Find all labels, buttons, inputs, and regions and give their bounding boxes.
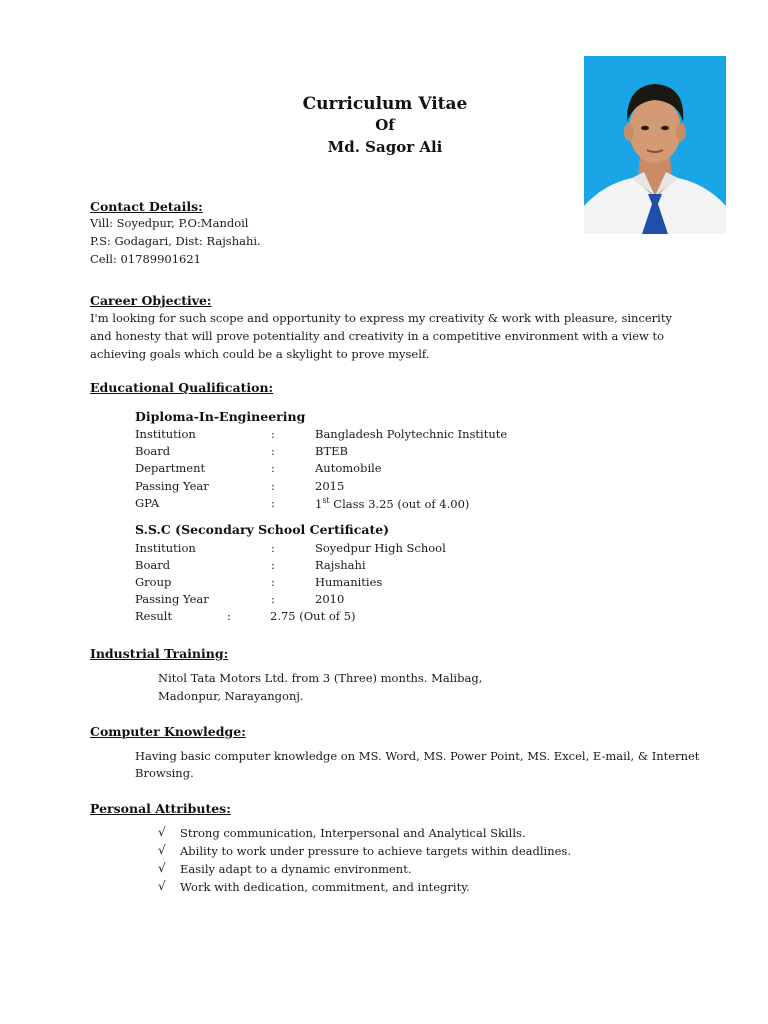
gpa-value: Class 3.25 (out of 4.00) <box>329 496 470 511</box>
ssc-row <box>135 575 655 592</box>
education-heading: Educational Qualification: <box>90 380 274 395</box>
row-separator: : <box>227 609 231 623</box>
row-label: Board <box>135 444 171 458</box>
row-label: Institution <box>135 427 196 441</box>
row-value: Automobile <box>315 461 382 475</box>
row-label: Group <box>135 575 172 589</box>
diploma-row <box>135 444 655 461</box>
diploma-title: Diploma-In-Engineering <box>135 409 306 424</box>
row-separator: : <box>271 479 275 493</box>
row-label: Result <box>135 609 173 623</box>
attribute-item: Strong communication, Interpersonal and Analytical Skills. <box>180 826 526 840</box>
training-line: Madonpur, Narayangonj. <box>158 689 304 703</box>
ssc-title: S.S.C (Secondary School Certificate) <box>135 522 390 537</box>
ssc-row <box>135 558 655 575</box>
ssc-row <box>135 609 655 626</box>
row-value <box>315 496 469 511</box>
cv-title: Curriculum Vitae <box>302 94 468 114</box>
diploma-row <box>135 427 655 444</box>
row-label: Institution <box>135 541 196 555</box>
row-label: Department <box>135 461 206 475</box>
attribute-item: Easily adapt to a dynamic environment. <box>180 862 412 876</box>
gpa-class-suffix: st <box>322 496 330 505</box>
attribute-item: Ability to work under pressure to achieve targets within deadlines. <box>180 844 571 858</box>
career-heading: Career Objective: <box>90 293 212 308</box>
row-value: Rajshahi <box>315 558 366 572</box>
check-icon: √ <box>158 843 166 857</box>
computer-line: Browsing. <box>135 766 194 780</box>
ssc-row <box>135 541 655 558</box>
contact-line: Vill: Soyedpur, P.O:Mandoil <box>90 216 249 230</box>
row-label: Passing Year <box>135 592 209 606</box>
row-label: GPA <box>135 496 160 510</box>
row-value: 2.75 (Out of 5) <box>270 609 356 623</box>
cv-of: Of <box>375 116 395 134</box>
contact-phone: Cell: 01789901621 <box>90 252 201 266</box>
portrait-image <box>584 56 726 234</box>
row-value: Soyedpur High School <box>315 541 446 555</box>
row-separator: : <box>271 427 275 441</box>
row-value: 2010 <box>315 592 345 606</box>
ssc-row <box>135 592 655 609</box>
attributes-heading: Personal Attributes: <box>90 801 231 816</box>
row-separator: : <box>271 592 275 606</box>
cv-name: Md. Sagor Ali <box>327 138 443 156</box>
row-value: Humanities <box>315 575 383 589</box>
row-separator: : <box>271 444 275 458</box>
row-separator: : <box>271 575 275 589</box>
career-text: I'm looking for such scope and opportunity to express my creativity & work with pleasure, sincerity and honesty that will prove potentiality and creativity in a competitive environment with a view to achieving goals which could be a skylight to prove myself. <box>90 311 672 361</box>
row-separator: : <box>271 541 275 555</box>
training-line: Nitol Tata Motors Ltd. from 3 (Three) months. Malibag, <box>158 671 483 685</box>
training-heading: Industrial Training: <box>90 646 229 661</box>
row-value: Bangladesh Polytechnic Institute <box>315 427 508 441</box>
row-separator: : <box>271 461 275 475</box>
check-icon: √ <box>158 879 166 893</box>
check-icon: √ <box>158 861 166 875</box>
diploma-row <box>135 479 655 496</box>
row-label: Board <box>135 558 171 572</box>
profile-photo <box>584 56 726 234</box>
row-value: 2015 <box>315 479 345 493</box>
row-value: BTEB <box>315 444 348 458</box>
row-label: Passing Year <box>135 479 209 493</box>
row-separator: : <box>271 496 275 510</box>
computer-heading: Computer Knowledge: <box>90 724 246 739</box>
diploma-row <box>135 496 655 513</box>
gpa-class-number: 1 <box>315 496 323 511</box>
attribute-item: Work with dedication, commitment, and integrity. <box>180 880 470 894</box>
contact-heading: Contact Details: <box>90 199 203 214</box>
computer-line: Having basic computer knowledge on MS. Word, MS. Power Point, MS. Excel, E-mail, & Internet <box>135 749 700 763</box>
check-icon: √ <box>158 825 166 839</box>
row-separator: : <box>271 558 275 572</box>
contact-line: P.S: Godagari, Dist: Rajshahi. <box>90 234 261 248</box>
diploma-row <box>135 461 655 478</box>
